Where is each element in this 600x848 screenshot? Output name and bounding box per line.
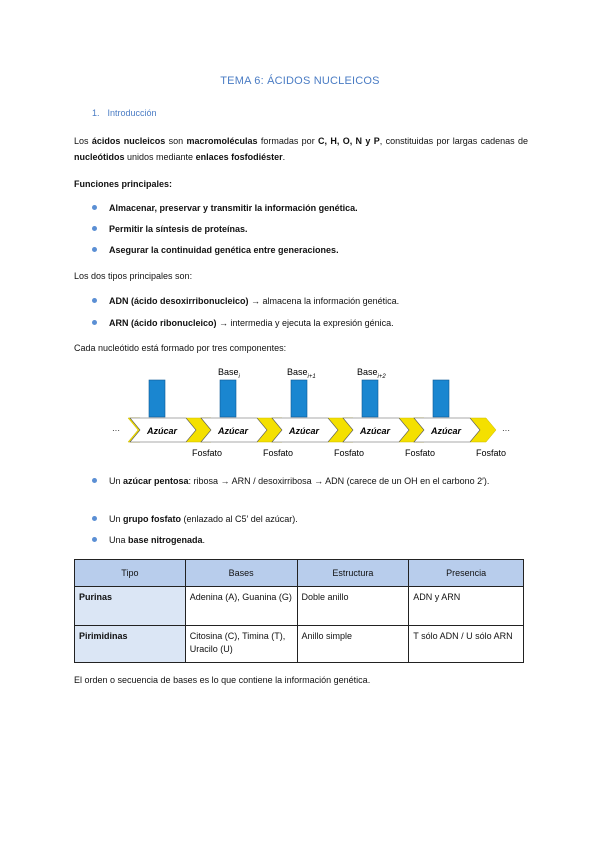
section-number: 1.	[92, 108, 100, 118]
intro-text: .	[282, 151, 286, 162]
phosphate-label: Fosfato	[191, 448, 223, 458]
list-item	[92, 222, 528, 236]
intro-text: formadas por	[257, 136, 319, 146]
functions-heading-text: Funciones principales:	[74, 179, 173, 189]
component-text: .	[202, 535, 206, 545]
component-bold: grupo fosfato	[123, 514, 182, 524]
intro-text: , constituidas por largas cadenas de	[379, 136, 529, 146]
intro-paragraph	[74, 134, 528, 165]
base-bar	[291, 380, 307, 417]
bullet-icon	[92, 478, 97, 483]
intro-bold: C, H, O, N y P	[318, 136, 380, 146]
type-item-text: → almacena la información genética.	[248, 296, 400, 306]
phosphate-label: Fosfato	[333, 448, 365, 458]
phosphate-label: Fosfato	[475, 448, 507, 458]
closing-paragraph: El orden o secuencia de bases es lo que contiene la información genética.	[74, 675, 371, 685]
bullet-icon	[92, 298, 97, 303]
intro-text: son	[165, 136, 187, 146]
table-header-cell: Presencia	[409, 560, 524, 587]
intro-bold: nucleótidos	[74, 151, 125, 162]
table-cell: Purinas	[75, 587, 186, 626]
phosphate-label: Fosfato	[404, 448, 436, 458]
function-item-text: Permitir la síntesis de proteínas.	[109, 224, 248, 234]
base-bar	[362, 380, 378, 417]
type-item-text: → intermedia y ejecuta la expresión génica.	[216, 318, 394, 328]
section-label: Introducción	[107, 108, 157, 118]
base-label: Base$_i$	[218, 367, 240, 380]
chain-ellipsis-left: ···	[112, 426, 120, 435]
list-item	[92, 201, 528, 215]
sugar-label: Azúcar	[146, 426, 178, 436]
nucleotide-chain-diagram	[110, 362, 520, 462]
list-item	[92, 243, 528, 257]
types-heading: Los dos tipos principales son:	[74, 271, 193, 281]
sugar-label: Azúcar	[359, 426, 391, 436]
component-text: Un	[109, 476, 124, 486]
table-cell: Pirimidinas	[75, 626, 186, 663]
component-text: Una	[109, 535, 129, 545]
component-text: : ribosa → ARN / desoxirribosa → ADN (carece de un OH en el carbono 2′).	[188, 476, 490, 486]
component-text: (enlazado al C5′ del azúcar).	[181, 514, 298, 524]
bullet-icon	[92, 226, 97, 231]
phosphate-label: Fosfato	[262, 448, 294, 458]
table-cell: T sólo ADN / U sólo ARN	[409, 626, 524, 663]
table-cell: Citosina (C), Timina (T), Uracilo (U)	[185, 626, 297, 663]
table-row	[75, 587, 524, 626]
bullet-icon	[92, 320, 97, 325]
type-item-bold: ADN (ácido desoxirribonucleico)	[109, 296, 249, 306]
table-header-row	[75, 560, 524, 587]
intro-bold: enlaces fosfodiéster	[195, 151, 283, 162]
component-bold: azúcar pentosa	[123, 476, 189, 486]
table-row	[75, 626, 524, 663]
table-header-cell: Bases	[185, 560, 297, 587]
intro-text: unidos mediante	[124, 151, 196, 162]
base-bar	[149, 380, 165, 417]
sugar-label: Azúcar	[217, 426, 249, 436]
type-item-bold: ARN (ácido ribonucleico)	[109, 318, 217, 328]
sugar-label: Azúcar	[430, 426, 462, 436]
base-bar	[433, 380, 449, 417]
bullet-icon	[92, 247, 97, 252]
list-item	[92, 512, 528, 526]
base-label: Base$_{i+2}$	[357, 367, 386, 380]
base-label: Base$_{i+1}$	[287, 367, 316, 380]
list-item	[92, 294, 528, 308]
base-bar	[220, 380, 236, 417]
section-heading	[92, 108, 157, 118]
bullet-icon	[92, 537, 97, 542]
page-title: TEMA 6: ÁCIDOS NUCLEICOS	[220, 75, 380, 87]
list-item	[92, 533, 528, 547]
function-item-text: Asegurar la continuidad genética entre generaciones.	[109, 245, 339, 255]
intro-bold: macromoléculas	[186, 136, 258, 146]
table-cell: ADN y ARN	[409, 587, 524, 626]
component-bold: base nitrogenada	[128, 535, 203, 545]
functions-heading	[74, 177, 528, 193]
bases-table	[74, 559, 524, 663]
intro-bold: ácidos nucleicos	[91, 136, 166, 146]
table-cell: Doble anillo	[297, 587, 409, 626]
function-item-text: Almacenar, preservar y transmitir la información genética.	[109, 203, 358, 213]
list-item	[92, 316, 528, 330]
table-header-cell: Estructura	[297, 560, 409, 587]
sugar-label: Azúcar	[288, 426, 320, 436]
bullet-icon	[92, 516, 97, 521]
list-item	[92, 474, 528, 488]
table-cell: Adenina (A), Guanina (G)	[185, 587, 297, 626]
chain-ellipsis-right: ···	[502, 426, 510, 435]
component-text: Un	[109, 514, 124, 524]
nucleotide-heading: Cada nucleótido está formado por tres componentes:	[74, 343, 287, 353]
bullet-icon	[92, 205, 97, 210]
table-header-cell: Tipo	[75, 560, 186, 587]
intro-text: Los	[74, 136, 92, 146]
table-cell: Anillo simple	[297, 626, 409, 663]
